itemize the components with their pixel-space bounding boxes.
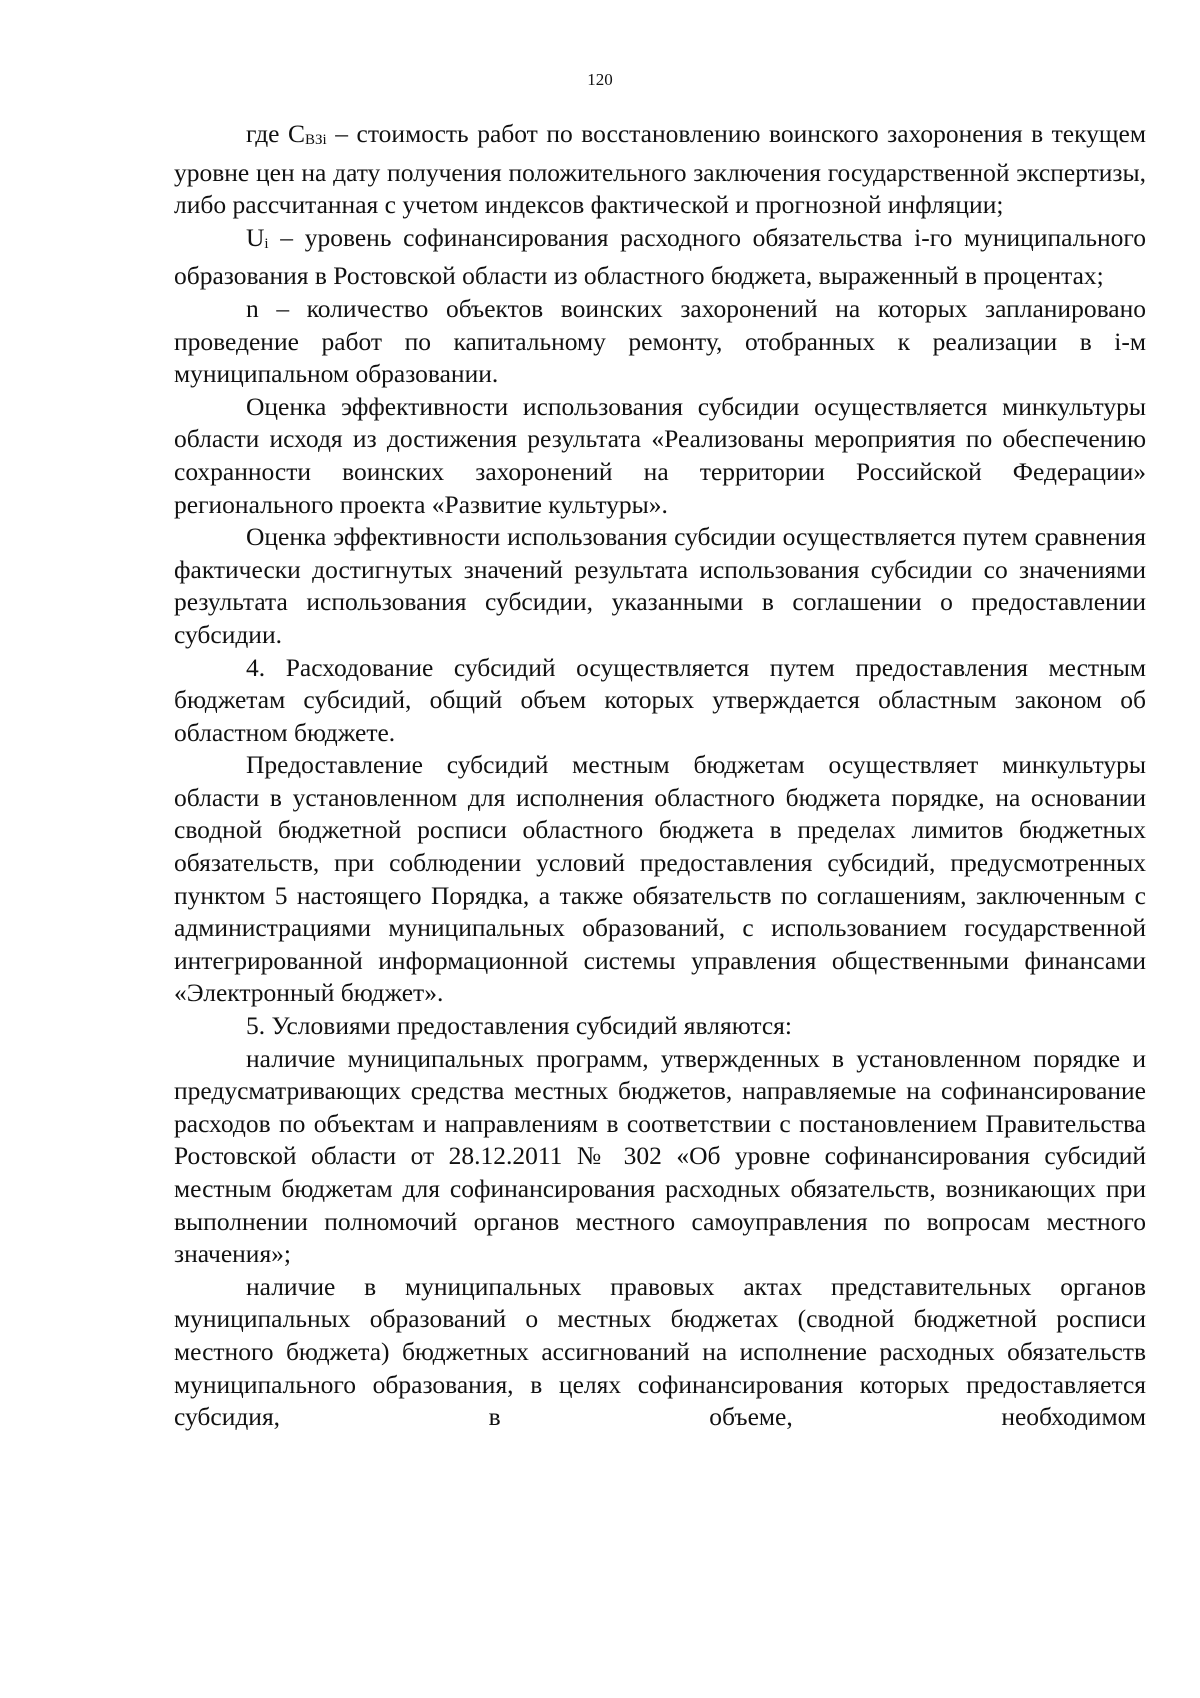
paragraph-efficiency-comparison: Оценка эффективности использования субсидии осуществляется путем сравнения фактически достигнутых значений результата использования субсидии со значениями результата использования субсидии, указанными в соглашении о предоставлении субсидии. bbox=[174, 522, 1146, 649]
paragraph-svz-definition: где СВЗi – стоимость работ по восстановлению воинского захоронения в текущем уровне цен на дату получения положительного заключения государственной экспертизы, либо рассчитанная с учетом индексов фактической и прогнозной инфляции; bbox=[174, 119, 1146, 220]
paragraph-subsidy-provision: Предоставление субсидий местным бюджетам осуществляет минкультуры области в установленном для исполнения областного бюджета порядке, на основании сводной бюджетной росписи областного бюджета в пределах лимитов бюджетных обязательств, при соблюдении условий предоставления субсидий, предусмотренных пунктом 5 настоящего Порядка, а также обязательств по соглашениям, заключенным с администрациями муниципальных образований, с использованием государственной интегрированной информационной системы управления общественными финансами «Электронный бюджет». bbox=[174, 750, 1146, 1008]
document-body bbox=[174, 118, 1146, 1434]
paragraph-ui-definition: Ui – уровень софинансирования расходного обязательства i-го муниципального образования в Ростовской области из областного бюджета, выраженный в процентах; bbox=[174, 222, 1146, 291]
subscript-vzi: ВЗi bbox=[305, 132, 327, 148]
paragraph-efficiency-assessment: Оценка эффективности использования субсидии осуществляется минкультуры области исходя из достижения результата «Реализованы мероприятия по обеспечению сохранности воинских захоронений на территории Российской Федерации» регионального проекта «Развитие культуры». bbox=[174, 391, 1146, 519]
paragraph-n-definition: n – количество объектов воинских захоронений на которых запланировано проведение работ по капитальному ремонту, отобранных к реализации в i-м муниципальном образовании. bbox=[174, 293, 1146, 389]
page-number: 120 bbox=[587, 70, 613, 89]
paragraph-condition-programs: наличие муниципальных программ, утвержденных в установленном порядке и предусматривающих средства местных бюджетов, направляемые на софинансирование расходов по объектам и направлениям в соответствии с постановлением Правительства Ростовской области от 28.12.2011 № 302 «Об уровне софинансирования субсидий местным бюджетам для софинансирования расходных обязательств, возникающих при выполнении полномочий органов местного самоуправления по вопросам местного значения»; bbox=[174, 1043, 1146, 1269]
paragraph-item-4: 4. Расходование субсидий осуществляется путем предоставления местным бюджетам субсидий, общий объем которых утверждается областным законом об областном бюджете. bbox=[174, 652, 1146, 747]
subscript-i: i bbox=[264, 235, 269, 252]
paragraph-item-5: 5. Условиями предоставления субсидий являются: bbox=[246, 1011, 792, 1041]
paragraph-condition-budget-acts: наличие в муниципальных правовых актах представительных органов муниципальных образований о местных бюджетах (сводной бюджетной росписи местного бюджета) бюджетных ассигнований на исполнение расходных обязательств муниципального образования, в целях софинансирования которых предоставляется субсидия, в объеме, необходимом bbox=[174, 1271, 1146, 1432]
